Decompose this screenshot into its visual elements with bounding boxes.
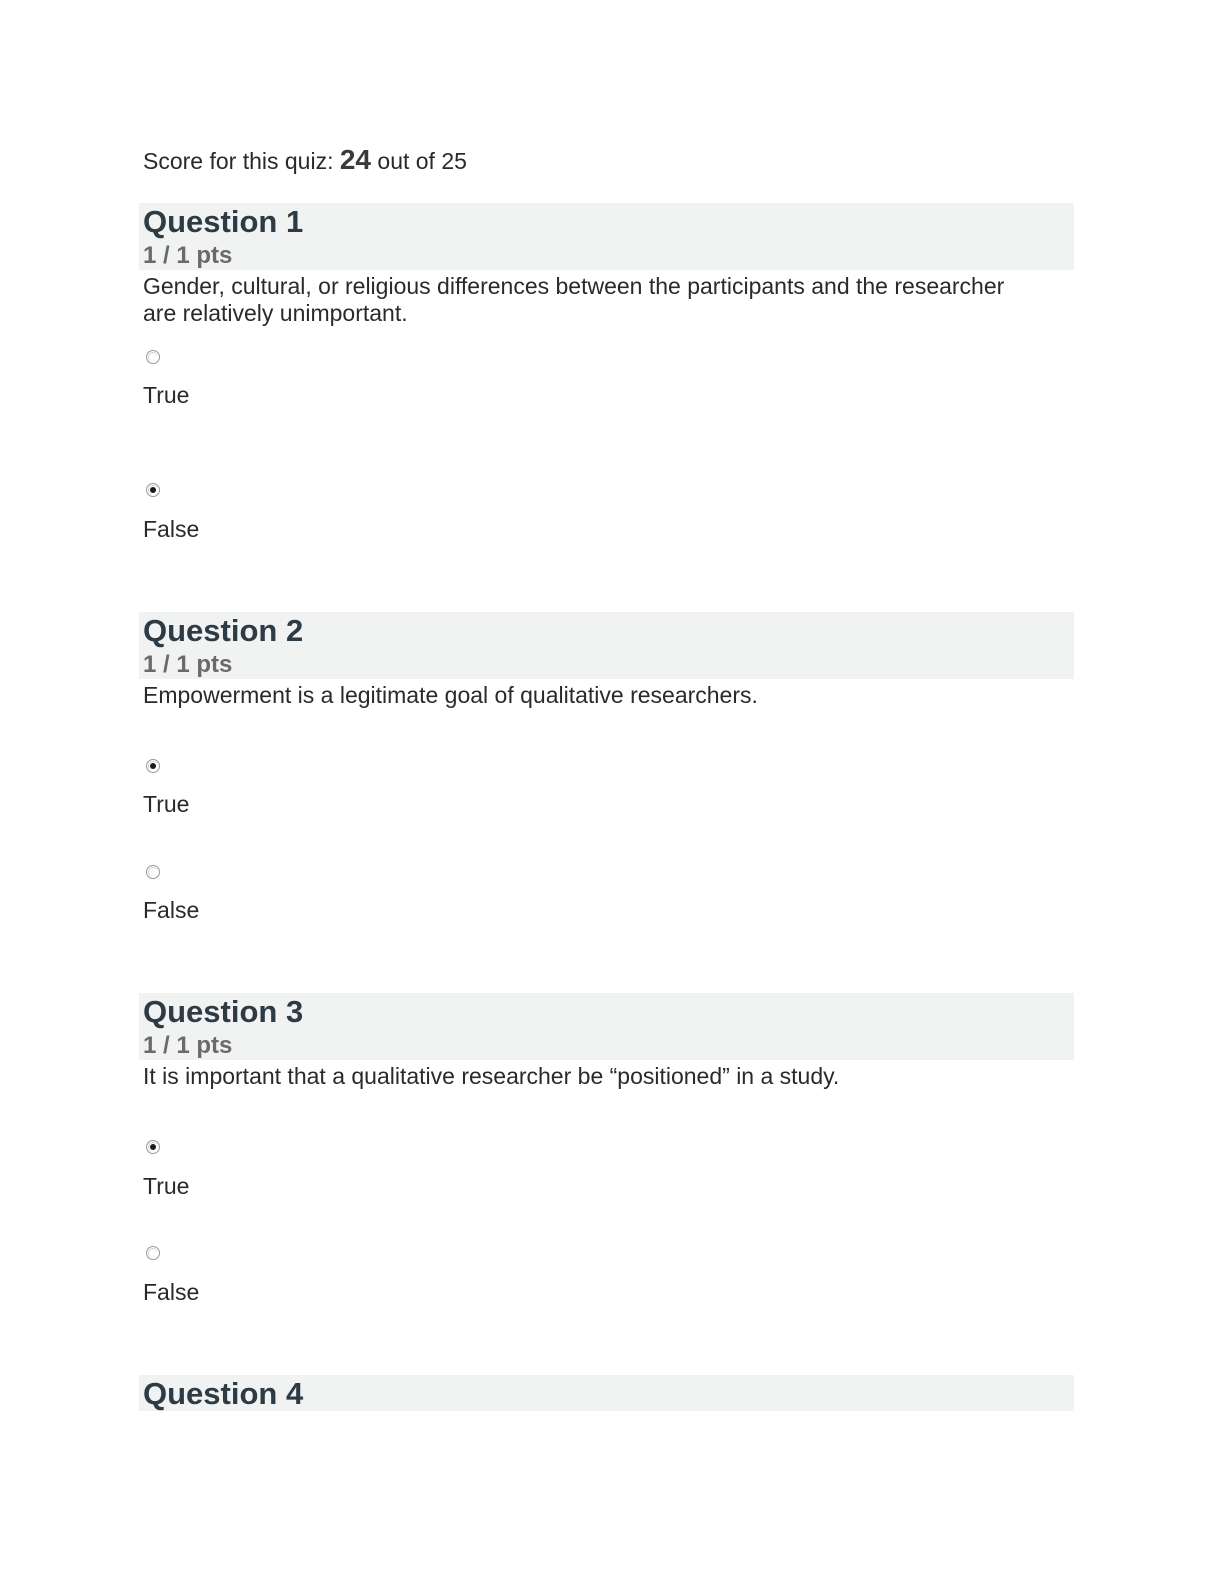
question-text: It is important that a qualitative researcher be “positioned” in a study. [143, 1063, 840, 1089]
score-suffix: out of 25 [377, 148, 467, 174]
question-title: Question 1 [143, 204, 304, 239]
question-2-header [139, 612, 1074, 679]
quiz-score [143, 144, 467, 176]
question-points: 1 / 1 pts [143, 1032, 233, 1059]
answer-radio-false[interactable] [146, 865, 160, 879]
answer-label-false[interactable]: False [143, 897, 200, 923]
answer-label-true[interactable]: True [143, 382, 190, 408]
question-3-header [139, 993, 1074, 1060]
question-title: Question 2 [143, 613, 304, 648]
question-points: 1 / 1 pts [143, 242, 233, 269]
question-text: Gender, cultural, or religious differences between the participants and the researcher are relatively unimportant. [143, 273, 1005, 326]
question-points: 1 / 1 pts [143, 651, 233, 678]
answer-radio-true[interactable] [146, 1140, 160, 1154]
question-text: Empowerment is a legitimate goal of qualitative researchers. [143, 682, 758, 708]
question-title: Question 4 [143, 1376, 304, 1411]
answer-radio-false[interactable] [146, 483, 160, 497]
answer-radio-true[interactable] [146, 350, 160, 364]
score-prefix: Score for this quiz: [143, 148, 334, 174]
score-value: 24 [339, 144, 372, 175]
answer-label-true[interactable]: True [143, 1173, 190, 1199]
question-title: Question 3 [143, 994, 304, 1029]
question-4-header [139, 1375, 1074, 1411]
answer-label-false[interactable]: False [143, 516, 200, 542]
answer-label-true[interactable]: True [143, 791, 190, 817]
answer-label-false[interactable]: False [143, 1279, 200, 1305]
answer-radio-true[interactable] [146, 759, 160, 773]
answer-radio-false[interactable] [146, 1246, 160, 1260]
question-1-header [139, 203, 1074, 270]
